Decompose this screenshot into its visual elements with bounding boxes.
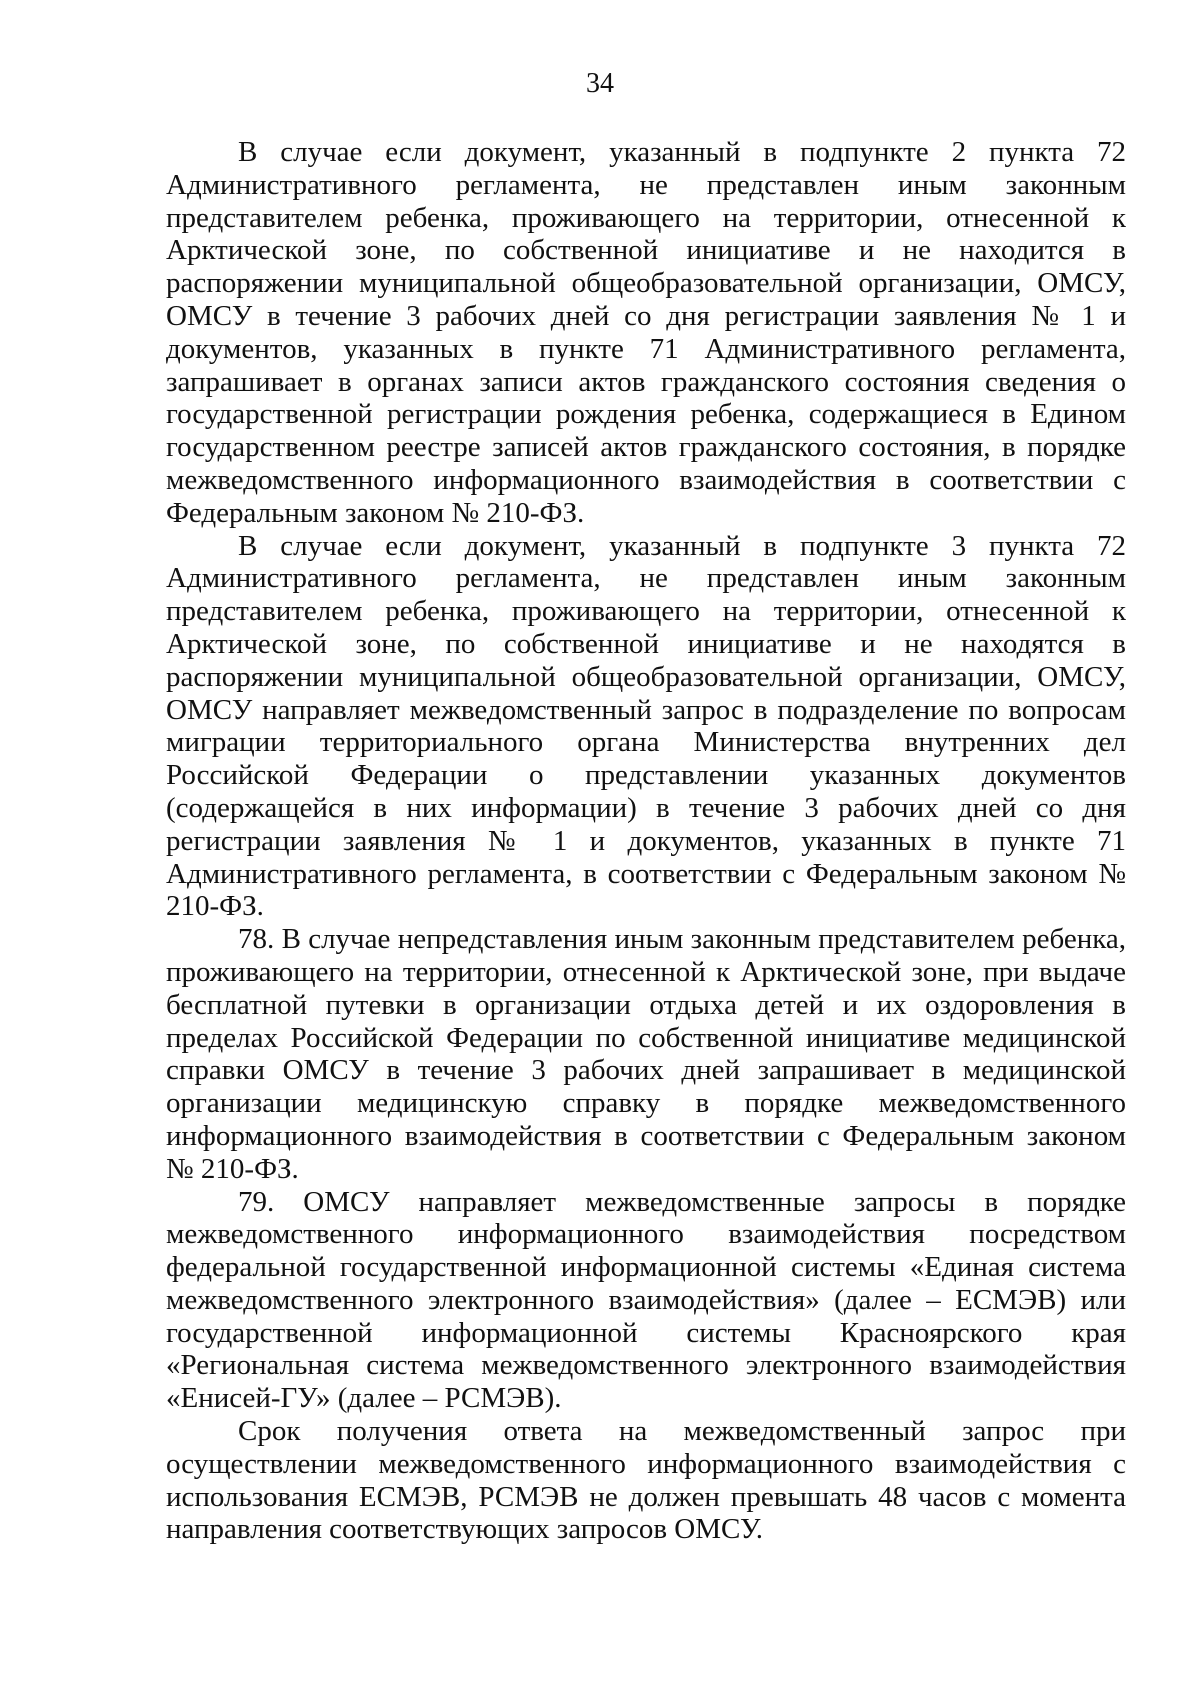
- paragraph-79-esmev-requests: 79. ОМСУ направляет межведомственные запросы в порядке межведомственного информационного взаимодействия посредством федеральной государственной информационной системы «Единая система межведомственного электронного взаимодействия» (далее – ЕСМЭВ) или государственной информационной системы Красноярского края «Региональная система межведомственного электронного взаимодействия «Енисей-ГУ» (далее – РСМЭВ).: [166, 1185, 1126, 1415]
- document-body: [166, 136, 1126, 1546]
- paragraph-omsu-birth-record-request: В случае если документ, указанный в подпункте 2 пункта 72 Административного регламента, не представлен иным законным представителем ребенка, проживающего на территории, отнесенной к Арктической зоне, по собственной инициативе и не находится в распоряжении муниципальной общеобразовательной организации, ОМСУ, ОМСУ в течение 3 рабочих дней со дня регистрации заявления № 1 и документов, указанных в пункте 71 Административного регламента, запрашивает в органах записи актов гражданского состояния сведения о государственной регистрации рождения ребенка, содержащиеся в Едином государственном реестре записей актов гражданского состояния, в порядке межведомственного информационного взаимодействия в соответствии с Федеральным законом № 210-ФЗ.: [166, 136, 1126, 529]
- paragraph-78-medical-certificate: 78. В случае непредставления иным законным представителем ребенка, проживающего на территории, отнесенной к Арктической зоне, при выдаче бесплатной путевки в организации отдыха детей и их оздоровления в пределах Российской Федерации по собственной инициативе медицинской справки ОМСУ в течение 3 рабочих дней запрашивает в медицинской организации медицинскую справку в порядке межведомственного информационного взаимодействия в соответствии с Федеральным законом № 210-ФЗ.: [166, 923, 1126, 1185]
- paragraph-response-deadline: Срок получения ответа на межведомственный запрос при осуществлении межведомственного информационного взаимодействия с использования ЕСМЭВ, РСМЭВ не должен превышать 48 часов с момента направления соответствующих запросов ОМСУ.: [166, 1415, 1126, 1546]
- paragraph-omsu-migration-request: В случае если документ, указанный в подпункте 3 пункта 72 Административного регламента, не представлен иным законным представителем ребенка, проживающего на территории, отнесенной к Арктической зоне, по собственной инициативе и не находятся в распоряжении муниципальной общеобразовательной организации, ОМСУ, ОМСУ направляет межведомственный запрос в подразделение по вопросам миграции территориального органа Министерства внутренних дел Российской Федерации о представлении указанных документов (содержащейся в них информации) в течение 3 рабочих дней со дня регистрации заявления № 1 и документов, указанных в пункте 71 Административного регламента, в соответствии с Федеральным законом № 210-ФЗ.: [166, 529, 1126, 923]
- page-number: 34: [586, 68, 614, 99]
